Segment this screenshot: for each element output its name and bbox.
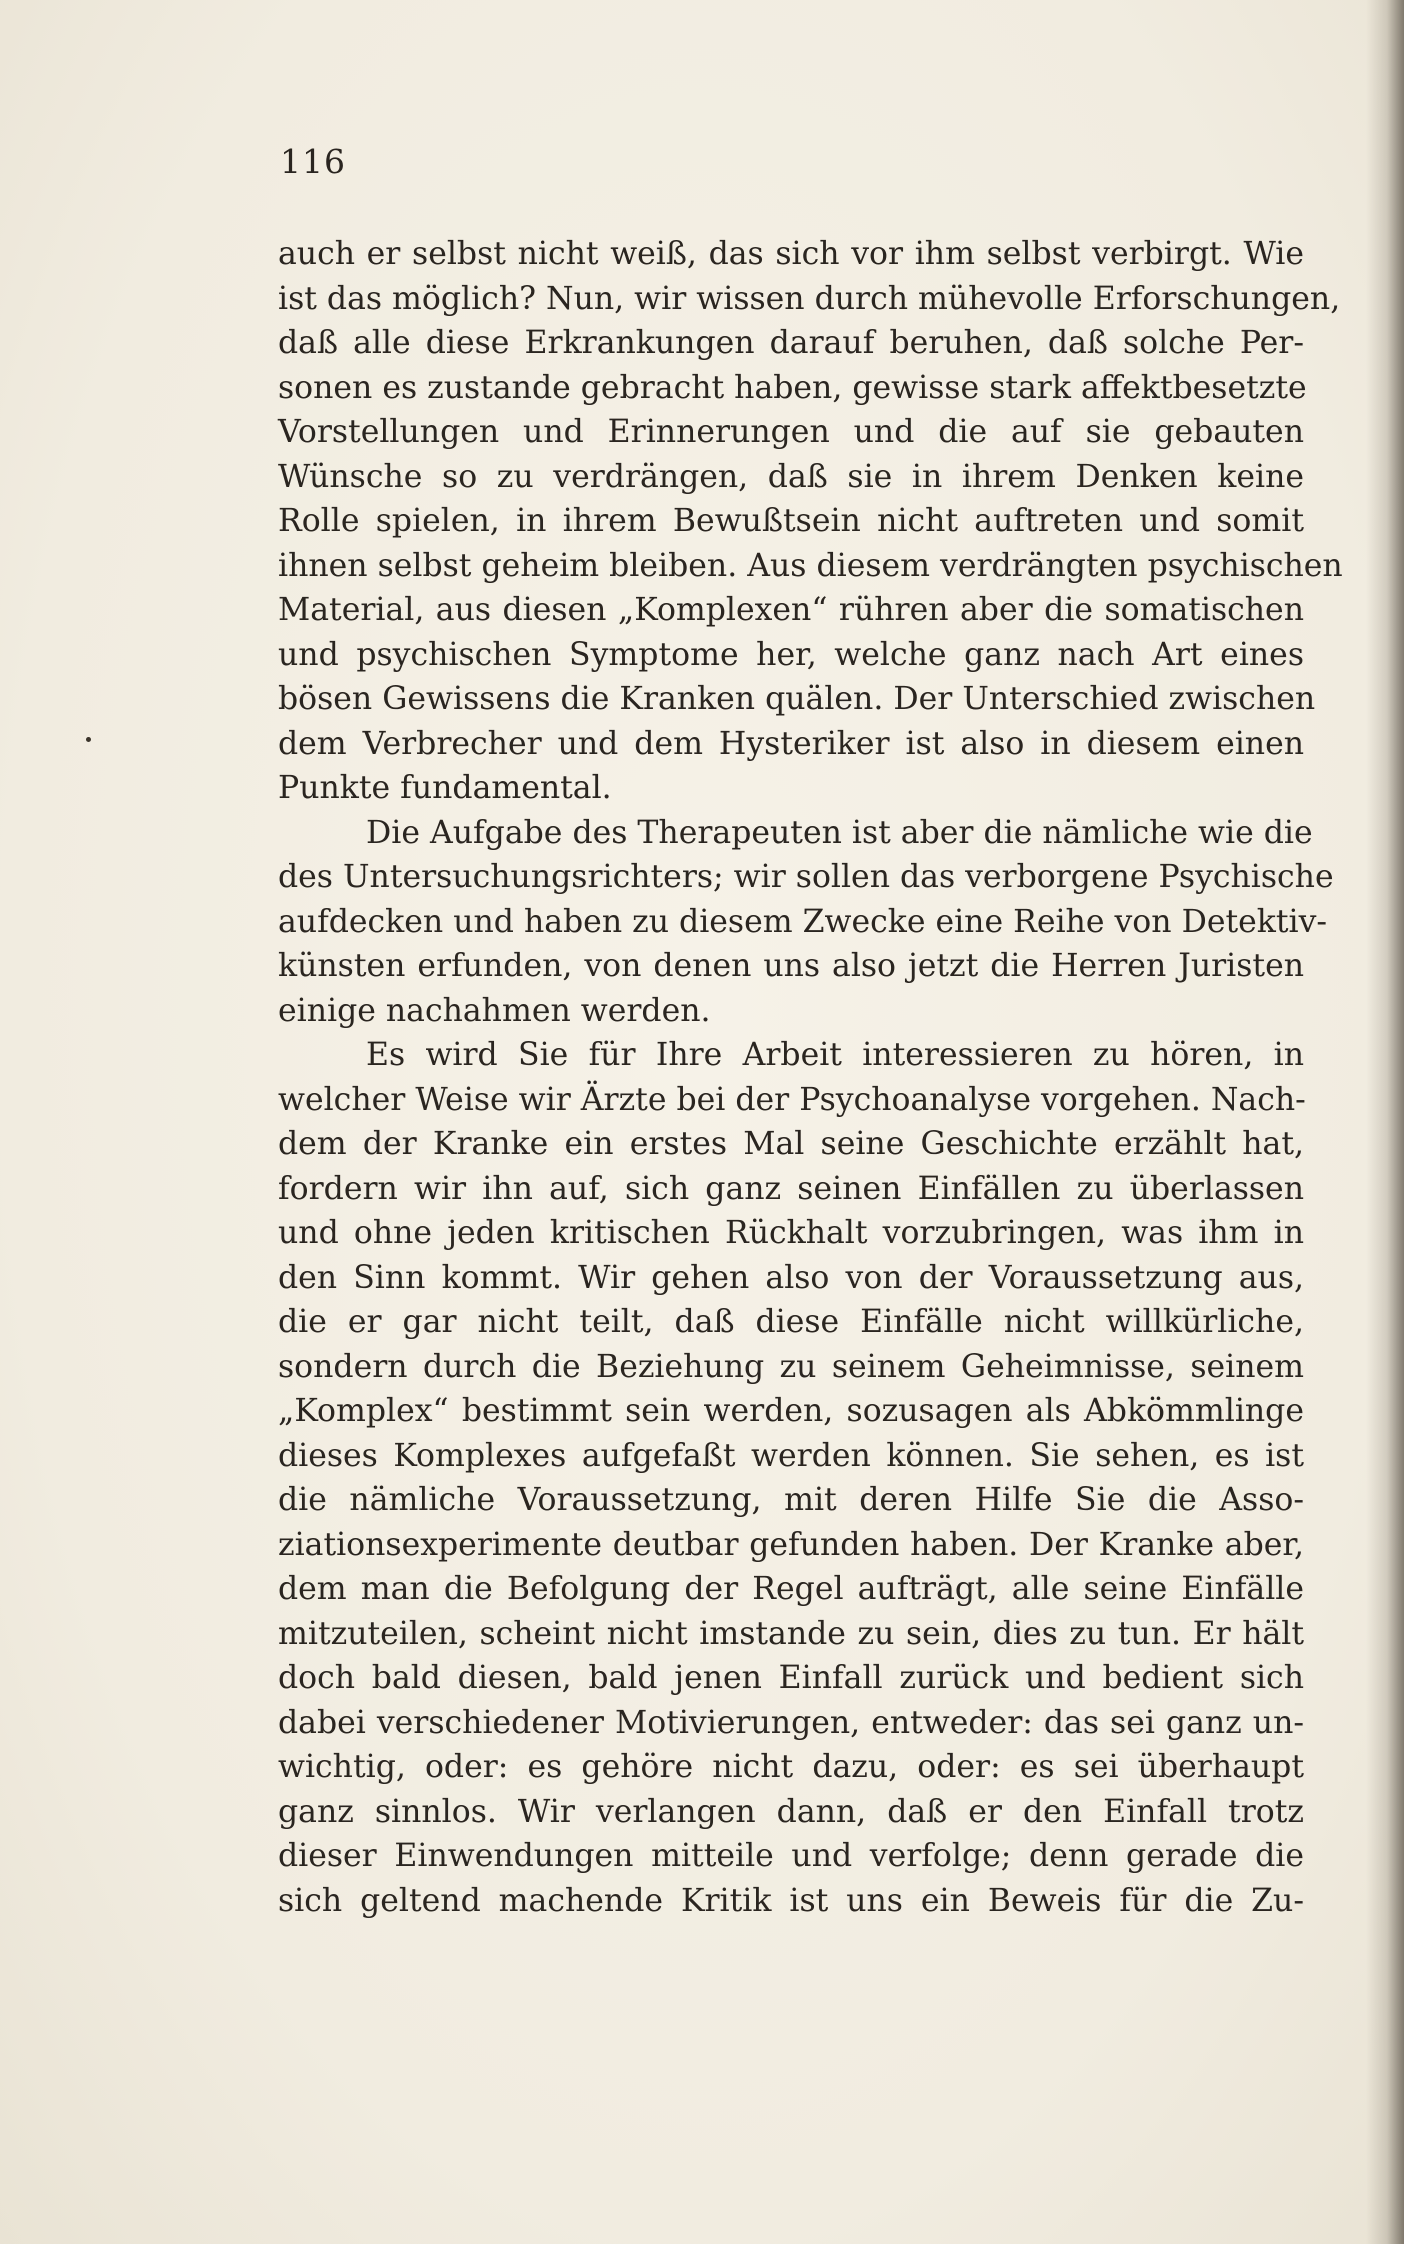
text-line: „Komplex“ bestimmt sein werden, sozusagen als Abkömmlinge	[278, 1393, 1304, 1429]
text-line: fordern wir ihn auf, sich ganz seinen Einfällen zu überlassen	[278, 1170, 1304, 1207]
text-line: Material, aus diesen „Komplexen“ rühren aber die somatischen	[278, 592, 1304, 628]
page-number: 116	[280, 142, 346, 181]
text-line: ist das möglich? Nun, wir wissen durch mühevolle Erforschungen,	[278, 280, 1341, 317]
text-line: Es wird Sie für Ihre Arbeit interessieren zu hören, in	[366, 1037, 1304, 1073]
text-line: mitzuteilen, scheint nicht imstande zu sein, dies zu tun. Er hält	[278, 1615, 1304, 1652]
text-line: doch bald diesen, bald jenen Einfall zurück und bedient sich	[278, 1660, 1304, 1696]
text-line: daß alle diese Erkrankungen darauf beruhen, daß solche Per-	[278, 325, 1304, 361]
text-line: dieser Einwendungen mitteile und verfolge; denn gerade die	[278, 1838, 1304, 1874]
text-line: ihnen selbst geheim bleiben. Aus diesem verdrängten psychischen	[278, 547, 1343, 584]
text-line: die er gar nicht teilt, daß diese Einfälle nicht willkürliche,	[278, 1304, 1304, 1340]
text-line: sondern durch die Beziehung zu seinem Geheimnisse, seinem	[278, 1348, 1304, 1385]
text-line: sonen es zustande gebracht haben, gewisse stark affektbesetzte	[278, 369, 1307, 406]
text-line: des Untersuchungsrichters; wir sollen das verborgene Psychische	[278, 859, 1334, 895]
text-line: Die Aufgabe des Therapeuten ist aber die nämliche wie die	[366, 814, 1313, 851]
text-line: dieses Komplexes aufgefaßt werden können. Sie sehen, es ist	[278, 1437, 1304, 1474]
text-line: dem der Kranke ein erstes Mal seine Geschichte erzählt hat,	[278, 1126, 1304, 1162]
text-line: Wünsche so zu verdrängen, daß sie in ihrem Denken keine	[278, 458, 1304, 495]
text-line: sich geltend machende Kritik ist uns ein Beweis für die Zu-	[278, 1882, 1304, 1919]
text-line: dem man die Befolgung der Regel aufträgt, alle seine Einfälle	[278, 1571, 1304, 1607]
text-line: welcher Weise wir Ärzte bei der Psychoanalyse vorgehen. Nach-	[278, 1081, 1306, 1118]
text-line: einige nachahmen werden.	[278, 992, 711, 1029]
page-edge-shadow	[1366, 0, 1404, 2244]
text-line: die nämliche Voraussetzung, mit deren Hilfe Sie die Asso-	[278, 1482, 1304, 1518]
ink-speck	[86, 737, 91, 742]
text-line: ganz sinnlos. Wir verlangen dann, daß er den Einfall trotz	[278, 1793, 1304, 1830]
text-line: und psychischen Symptome her, welche ganz nach Art eines	[278, 636, 1304, 673]
text-line: Vorstellungen und Erinnerungen und die auf sie gebauten	[278, 414, 1304, 450]
text-line: und ohne jeden kritischen Rückhalt vorzubringen, was ihm in	[278, 1215, 1304, 1251]
text-line: dabei verschiedener Motivierungen, entweder: das sei ganz un-	[278, 1704, 1304, 1741]
text-line: bösen Gewissens die Kranken quälen. Der Unterschied zwischen	[278, 681, 1316, 717]
text-line: Punkte fundamental.	[278, 770, 612, 806]
text-line: wichtig, oder: es gehöre nicht dazu, oder: es sei überhaupt	[278, 1749, 1304, 1785]
text-line: aufdecken und haben zu diesem Zwecke eine Reihe von Detektiv-	[278, 903, 1328, 940]
text-line: den Sinn kommt. Wir gehen also von der Voraussetzung aus,	[278, 1259, 1304, 1296]
text-line: Rolle spielen, in ihrem Bewußtsein nicht auftreten und somit	[278, 503, 1304, 539]
text-line: ziationsexperimente deutbar gefunden haben. Der Kranke aber,	[278, 1526, 1304, 1563]
text-line: künsten erfunden, von denen uns also jetzt die Herren Juristen	[278, 948, 1304, 984]
text-line: dem Verbrecher und dem Hysteriker ist also in diesem einen	[278, 725, 1304, 762]
text-line: auch er selbst nicht weiß, das sich vor ihm selbst verbirgt. Wie	[278, 236, 1304, 272]
body-text	[278, 232, 1343, 1923]
